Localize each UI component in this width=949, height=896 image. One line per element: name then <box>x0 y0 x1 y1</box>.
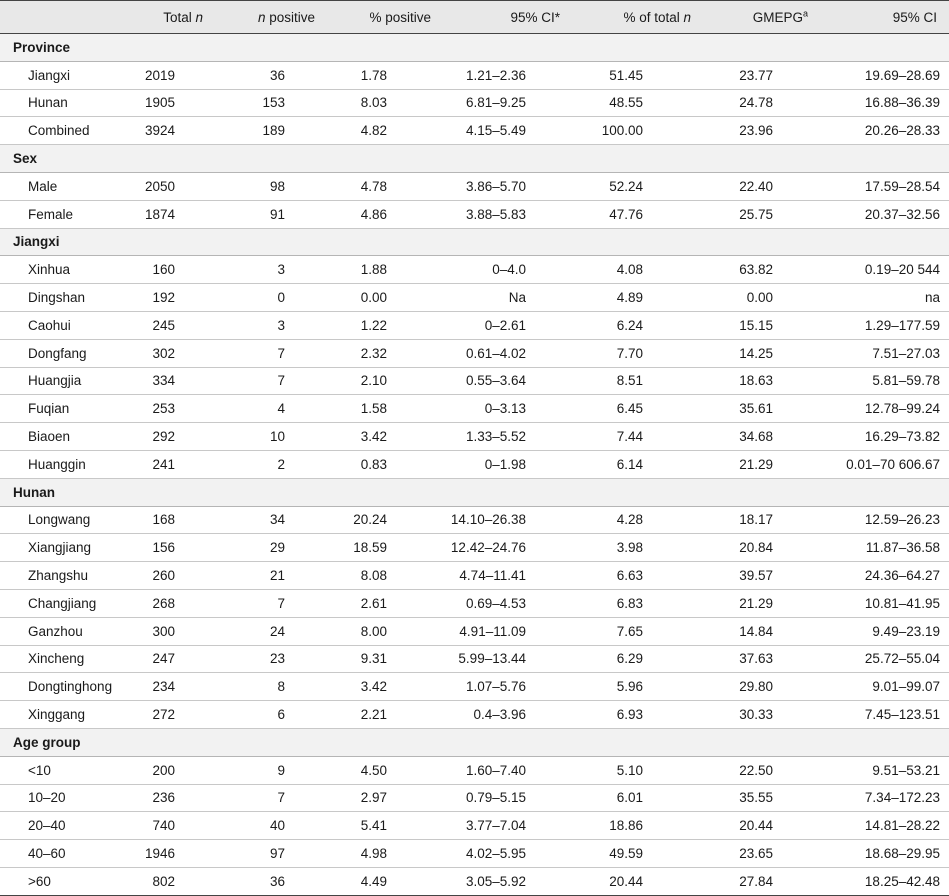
cell-label: <10 <box>0 756 125 784</box>
cell-gci: 7.34–172.23 <box>820 784 949 812</box>
cell-ci: 3.86–5.70 <box>443 172 572 200</box>
cell-npos: 34 <box>215 506 327 534</box>
cell-ci: 0.69–4.53 <box>443 589 572 617</box>
cell-ci: 1.60–7.40 <box>443 756 572 784</box>
cell-share: 18.86 <box>572 812 703 840</box>
cell-gmepg: 30.33 <box>703 701 820 729</box>
table-row <box>0 589 949 617</box>
cell-ci: 4.15–5.49 <box>443 117 572 145</box>
table-row <box>0 450 949 478</box>
section-title: Hunan <box>0 478 949 506</box>
cell-share: 6.29 <box>572 645 703 673</box>
cell-label: Huanggin <box>0 450 125 478</box>
cell-gci: 9.49–23.19 <box>820 617 949 645</box>
section-header <box>0 145 949 173</box>
table-row <box>0 840 949 868</box>
cell-npos: 6 <box>215 701 327 729</box>
cell-ci: Na <box>443 284 572 312</box>
cell-label: Dingshan <box>0 284 125 312</box>
cell-gmepg: 23.96 <box>703 117 820 145</box>
cell-gci: 18.68–29.95 <box>820 840 949 868</box>
cell-total: 302 <box>125 339 215 367</box>
cell-pct: 1.88 <box>327 256 443 284</box>
table-row <box>0 673 949 701</box>
cell-label: Biaoen <box>0 423 125 451</box>
cell-gmepg: 22.40 <box>703 172 820 200</box>
cell-label: Longwang <box>0 506 125 534</box>
cell-pct: 8.00 <box>327 617 443 645</box>
cell-share: 7.65 <box>572 617 703 645</box>
cell-share: 6.93 <box>572 701 703 729</box>
cell-pct: 1.22 <box>327 311 443 339</box>
cell-pct: 2.61 <box>327 589 443 617</box>
section-title: Province <box>0 34 949 62</box>
cell-gmepg: 18.63 <box>703 367 820 395</box>
cell-total: 740 <box>125 812 215 840</box>
cell-label: Xinggang <box>0 701 125 729</box>
cell-label: 40–60 <box>0 840 125 868</box>
header-pct-positive: % positive <box>327 1 443 34</box>
cell-share: 4.08 <box>572 256 703 284</box>
cell-label: Changjiang <box>0 589 125 617</box>
cell-gmepg: 37.63 <box>703 645 820 673</box>
cell-pct: 5.41 <box>327 812 443 840</box>
cell-total: 245 <box>125 311 215 339</box>
table-header <box>0 1 949 34</box>
cell-total: 1905 <box>125 89 215 117</box>
cell-pct: 4.82 <box>327 117 443 145</box>
cell-npos: 97 <box>215 840 327 868</box>
cell-label: Xincheng <box>0 645 125 673</box>
cell-share: 100.00 <box>572 117 703 145</box>
cell-gci: 12.78–99.24 <box>820 395 949 423</box>
cell-npos: 4 <box>215 395 327 423</box>
cell-label: Xinhua <box>0 256 125 284</box>
cell-label: Fuqian <box>0 395 125 423</box>
cell-gci: na <box>820 284 949 312</box>
cell-ci: 3.88–5.83 <box>443 200 572 228</box>
cell-pct: 2.21 <box>327 701 443 729</box>
cell-gci: 20.26–28.33 <box>820 117 949 145</box>
cell-npos: 36 <box>215 61 327 89</box>
cell-npos: 7 <box>215 784 327 812</box>
cell-share: 6.83 <box>572 589 703 617</box>
cell-total: 802 <box>125 867 215 895</box>
cell-ci: 14.10–26.38 <box>443 506 572 534</box>
cell-gmepg: 21.29 <box>703 589 820 617</box>
header-n-positive: n positive <box>215 1 327 34</box>
cell-ci: 0.55–3.64 <box>443 367 572 395</box>
cell-label: Male <box>0 172 125 200</box>
cell-gci: 12.59–26.23 <box>820 506 949 534</box>
cell-npos: 189 <box>215 117 327 145</box>
cell-total: 168 <box>125 506 215 534</box>
cell-total: 200 <box>125 756 215 784</box>
cell-total: 156 <box>125 534 215 562</box>
cell-gmepg: 20.44 <box>703 812 820 840</box>
cell-gci: 17.59–28.54 <box>820 172 949 200</box>
cell-gci: 0.01–70 606.67 <box>820 450 949 478</box>
cell-ci: 1.07–5.76 <box>443 673 572 701</box>
cell-gci: 9.01–99.07 <box>820 673 949 701</box>
table-row <box>0 284 949 312</box>
cell-ci: 0–3.13 <box>443 395 572 423</box>
cell-gci: 16.88–36.39 <box>820 89 949 117</box>
cell-gmepg: 0.00 <box>703 284 820 312</box>
cell-npos: 40 <box>215 812 327 840</box>
cell-gci: 1.29–177.59 <box>820 311 949 339</box>
cell-npos: 10 <box>215 423 327 451</box>
cell-pct: 20.24 <box>327 506 443 534</box>
cell-label: >60 <box>0 867 125 895</box>
header-row <box>0 1 949 34</box>
table-row <box>0 256 949 284</box>
cell-pct: 4.98 <box>327 840 443 868</box>
cell-total: 300 <box>125 617 215 645</box>
cell-pct: 2.10 <box>327 367 443 395</box>
cell-npos: 7 <box>215 367 327 395</box>
table-row <box>0 200 949 228</box>
cell-total: 1874 <box>125 200 215 228</box>
cell-ci: 0–2.61 <box>443 311 572 339</box>
cell-gci: 14.81–28.22 <box>820 812 949 840</box>
table-row <box>0 645 949 673</box>
cell-ci: 0–4.0 <box>443 256 572 284</box>
cell-ci: 1.33–5.52 <box>443 423 572 451</box>
cell-gci: 18.25–42.48 <box>820 867 949 895</box>
table-row <box>0 562 949 590</box>
cell-gmepg: 23.77 <box>703 61 820 89</box>
cell-ci: 3.77–7.04 <box>443 812 572 840</box>
cell-npos: 0 <box>215 284 327 312</box>
cell-gci: 11.87–36.58 <box>820 534 949 562</box>
header-gmepg: GMEPG$^a$ <box>703 1 820 34</box>
cell-share: 7.70 <box>572 339 703 367</box>
cell-total: 241 <box>125 450 215 478</box>
cell-total: 260 <box>125 562 215 590</box>
cell-label: 10–20 <box>0 784 125 812</box>
cell-npos: 23 <box>215 645 327 673</box>
table-row <box>0 311 949 339</box>
cell-npos: 7 <box>215 339 327 367</box>
table-body <box>0 34 949 896</box>
cell-pct: 2.97 <box>327 784 443 812</box>
cell-pct: 9.31 <box>327 645 443 673</box>
cell-label: Huangjia <box>0 367 125 395</box>
cell-gci: 7.51–27.03 <box>820 339 949 367</box>
cell-share: 48.55 <box>572 89 703 117</box>
cell-label: Zhangshu <box>0 562 125 590</box>
cell-label: Dongfang <box>0 339 125 367</box>
cell-pct: 8.03 <box>327 89 443 117</box>
cell-npos: 91 <box>215 200 327 228</box>
cell-total: 160 <box>125 256 215 284</box>
cell-npos: 3 <box>215 256 327 284</box>
cell-ci: 0.4–3.96 <box>443 701 572 729</box>
table-row <box>0 61 949 89</box>
cell-share: 5.96 <box>572 673 703 701</box>
cell-pct: 4.49 <box>327 867 443 895</box>
header-ci95: 95% CI <box>820 1 949 34</box>
cell-pct: 3.42 <box>327 673 443 701</box>
cell-label: Hunan <box>0 89 125 117</box>
cell-ci: 4.74–11.41 <box>443 562 572 590</box>
header-blank <box>0 1 125 34</box>
cell-gmepg: 39.57 <box>703 562 820 590</box>
cell-gmepg: 35.61 <box>703 395 820 423</box>
cell-label: 20–40 <box>0 812 125 840</box>
cell-ci: 12.42–24.76 <box>443 534 572 562</box>
table-row <box>0 534 949 562</box>
cell-total: 3924 <box>125 117 215 145</box>
cell-npos: 98 <box>215 172 327 200</box>
table-row <box>0 812 949 840</box>
cell-share: 7.44 <box>572 423 703 451</box>
cell-gmepg: 29.80 <box>703 673 820 701</box>
cell-label: Combined <box>0 117 125 145</box>
section-header <box>0 728 949 756</box>
cell-share: 6.45 <box>572 395 703 423</box>
cell-gmepg: 23.65 <box>703 840 820 868</box>
cell-total: 334 <box>125 367 215 395</box>
table-row <box>0 172 949 200</box>
cell-label: Ganzhou <box>0 617 125 645</box>
cell-share: 52.24 <box>572 172 703 200</box>
cell-gci: 19.69–28.69 <box>820 61 949 89</box>
cell-gmepg: 24.78 <box>703 89 820 117</box>
cell-gmepg: 21.29 <box>703 450 820 478</box>
cell-share: 6.63 <box>572 562 703 590</box>
cell-ci: 0–1.98 <box>443 450 572 478</box>
cell-share: 5.10 <box>572 756 703 784</box>
table-row <box>0 867 949 895</box>
cell-gci: 7.45–123.51 <box>820 701 949 729</box>
cell-gmepg: 15.15 <box>703 311 820 339</box>
cell-label: Xiangjiang <box>0 534 125 562</box>
cell-ci: 5.99–13.44 <box>443 645 572 673</box>
cell-share: 49.59 <box>572 840 703 868</box>
cell-gmepg: 35.55 <box>703 784 820 812</box>
table-row <box>0 367 949 395</box>
cell-share: 6.24 <box>572 311 703 339</box>
cell-pct: 0.83 <box>327 450 443 478</box>
cell-ci: 1.21–2.36 <box>443 61 572 89</box>
cell-pct: 18.59 <box>327 534 443 562</box>
cell-npos: 36 <box>215 867 327 895</box>
section-title: Sex <box>0 145 949 173</box>
cell-share: 47.76 <box>572 200 703 228</box>
cell-gci: 25.72–55.04 <box>820 645 949 673</box>
cell-npos: 21 <box>215 562 327 590</box>
header-pct-total: % of total n <box>572 1 703 34</box>
cell-pct: 3.42 <box>327 423 443 451</box>
table-row <box>0 339 949 367</box>
table-row <box>0 423 949 451</box>
cell-npos: 153 <box>215 89 327 117</box>
cell-gmepg: 34.68 <box>703 423 820 451</box>
cell-label: Dongtinghong <box>0 673 125 701</box>
section-title: Jiangxi <box>0 228 949 256</box>
cell-npos: 3 <box>215 311 327 339</box>
section-header <box>0 478 949 506</box>
header-total-n: Total n <box>125 1 215 34</box>
cell-pct: 4.50 <box>327 756 443 784</box>
table-row <box>0 395 949 423</box>
cell-ci: 0.79–5.15 <box>443 784 572 812</box>
table-row <box>0 506 949 534</box>
cell-total: 2019 <box>125 61 215 89</box>
section-header <box>0 228 949 256</box>
cell-ci: 6.81–9.25 <box>443 89 572 117</box>
table-row <box>0 784 949 812</box>
cell-share: 6.01 <box>572 784 703 812</box>
cell-gmepg: 63.82 <box>703 256 820 284</box>
cell-share: 20.44 <box>572 867 703 895</box>
cell-label: Female <box>0 200 125 228</box>
section-title: Age group <box>0 728 949 756</box>
table-row <box>0 89 949 117</box>
section-header <box>0 34 949 62</box>
cell-share: 8.51 <box>572 367 703 395</box>
cell-share: 4.28 <box>572 506 703 534</box>
cell-total: 234 <box>125 673 215 701</box>
cell-npos: 29 <box>215 534 327 562</box>
cell-pct: 0.00 <box>327 284 443 312</box>
cell-gci: 24.36–64.27 <box>820 562 949 590</box>
cell-ci: 4.02–5.95 <box>443 840 572 868</box>
cell-label: Jiangxi <box>0 61 125 89</box>
cell-gmepg: 22.50 <box>703 756 820 784</box>
cell-npos: 8 <box>215 673 327 701</box>
table-row <box>0 701 949 729</box>
cell-gci: 10.81–41.95 <box>820 589 949 617</box>
table-row <box>0 756 949 784</box>
cell-ci: 0.61–4.02 <box>443 339 572 367</box>
cell-label: Caohui <box>0 311 125 339</box>
cell-total: 247 <box>125 645 215 673</box>
cell-total: 2050 <box>125 172 215 200</box>
cell-total: 236 <box>125 784 215 812</box>
cell-npos: 7 <box>215 589 327 617</box>
cell-total: 253 <box>125 395 215 423</box>
cell-gci: 5.81–59.78 <box>820 367 949 395</box>
cell-gci: 16.29–73.82 <box>820 423 949 451</box>
cell-pct: 4.78 <box>327 172 443 200</box>
cell-npos: 2 <box>215 450 327 478</box>
cell-gmepg: 14.25 <box>703 339 820 367</box>
cell-ci: 3.05–5.92 <box>443 867 572 895</box>
cell-gci: 20.37–32.56 <box>820 200 949 228</box>
cell-gmepg: 20.84 <box>703 534 820 562</box>
cell-total: 292 <box>125 423 215 451</box>
cell-gmepg: 27.84 <box>703 867 820 895</box>
cell-pct: 1.58 <box>327 395 443 423</box>
cell-total: 268 <box>125 589 215 617</box>
cell-share: 4.89 <box>572 284 703 312</box>
cell-share: 51.45 <box>572 61 703 89</box>
header-ci95-star: 95% CI* <box>443 1 572 34</box>
cell-total: 1946 <box>125 840 215 868</box>
cell-ci: 4.91–11.09 <box>443 617 572 645</box>
table-row <box>0 117 949 145</box>
cell-npos: 9 <box>215 756 327 784</box>
cell-total: 272 <box>125 701 215 729</box>
cell-pct: 8.08 <box>327 562 443 590</box>
cell-pct: 1.78 <box>327 61 443 89</box>
cell-npos: 24 <box>215 617 327 645</box>
cell-gci: 0.19–20 544 <box>820 256 949 284</box>
cell-gci: 9.51–53.21 <box>820 756 949 784</box>
cell-gmepg: 14.84 <box>703 617 820 645</box>
table-row <box>0 617 949 645</box>
cell-share: 3.98 <box>572 534 703 562</box>
cell-gmepg: 18.17 <box>703 506 820 534</box>
cell-share: 6.14 <box>572 450 703 478</box>
cell-total: 192 <box>125 284 215 312</box>
cell-pct: 2.32 <box>327 339 443 367</box>
cell-gmepg: 25.75 <box>703 200 820 228</box>
cell-pct: 4.86 <box>327 200 443 228</box>
